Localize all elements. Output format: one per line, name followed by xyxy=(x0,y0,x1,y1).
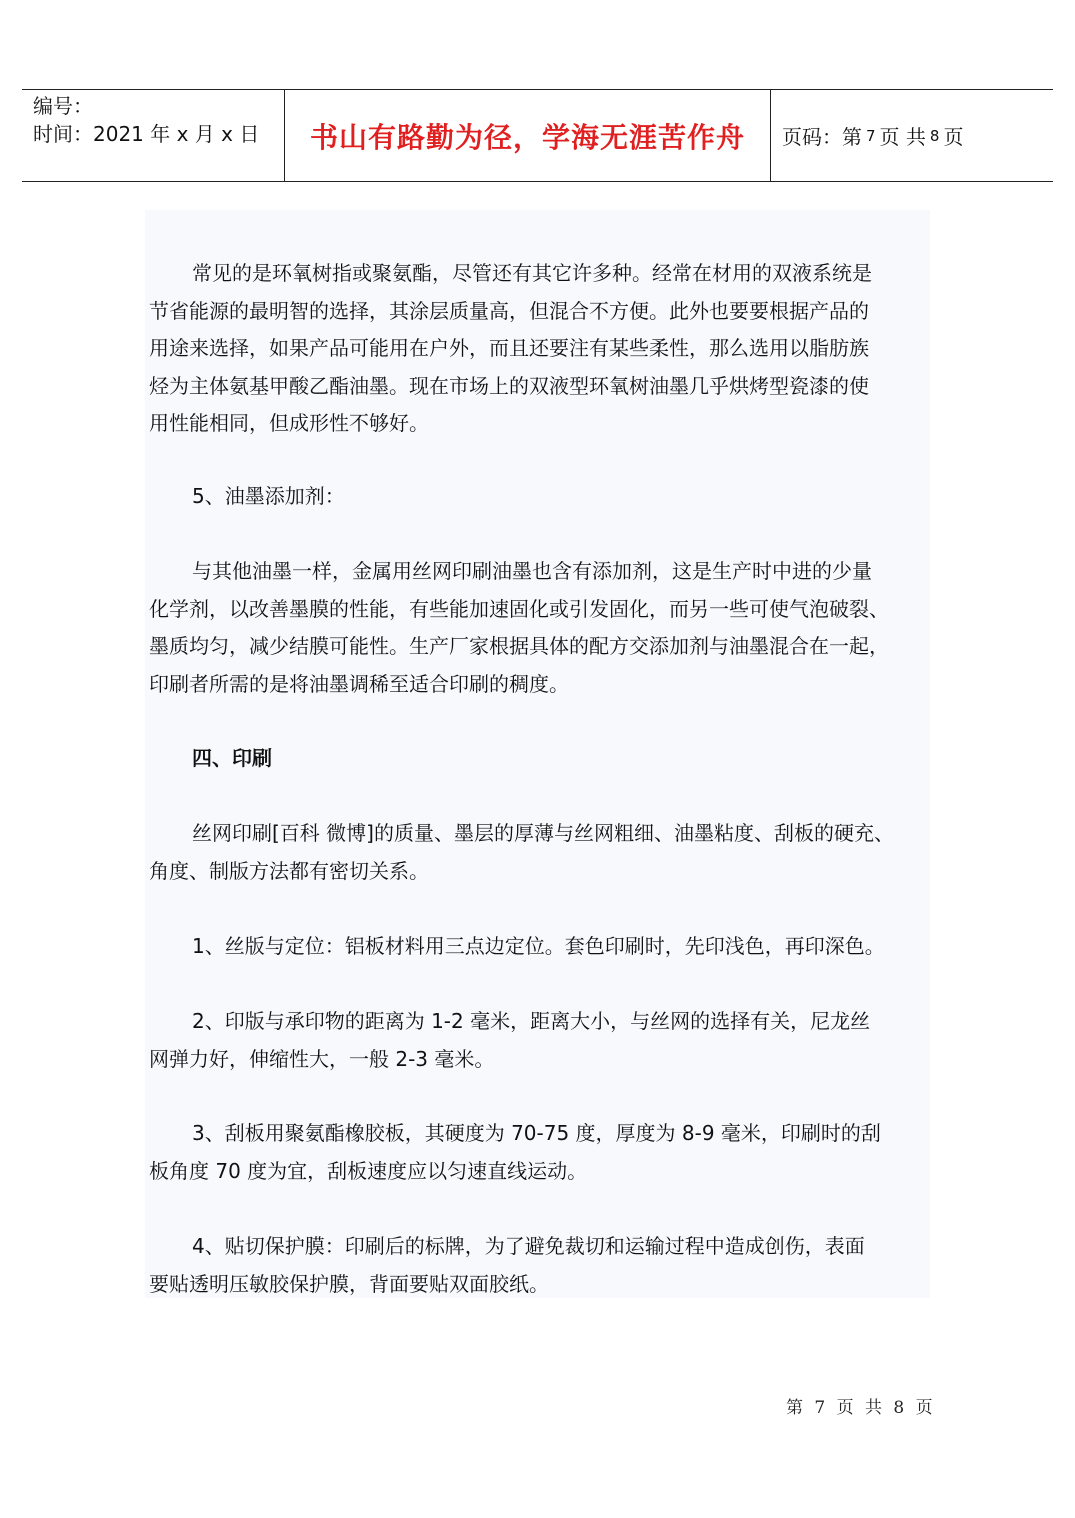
text-line: 网弹力好，伸缩性大，一般 2-3 毫米。 xyxy=(149,1046,495,1071)
document-header xyxy=(22,89,1053,182)
heading-printing xyxy=(149,740,949,778)
text-line: 烃为主体氨基甲酸乙酯油墨。现在市场上的双液型环氧树油墨几乎烘烤型瓷漆的使 xyxy=(149,373,869,398)
list-item-squeegee xyxy=(149,1115,949,1190)
header-page-cell xyxy=(771,90,1053,181)
paragraph-additives xyxy=(149,553,949,703)
section-heading: 四、印刷 xyxy=(192,746,272,770)
text-line: 印刷者所需的是将油墨调稀至适合印刷的稠度。 xyxy=(149,671,569,696)
page-footer: 第 7 页 共 8 页 xyxy=(786,1398,936,1418)
list-item-plate-distance xyxy=(149,1003,949,1078)
text-line: 化学剂，以改善墨膜的性能，有些能加速固化或引发固化，而另一些可使气泡破裂、 xyxy=(149,596,889,621)
text-line: 用途来选择，如果产品可能用在户外，而且还要注有某些柔性，那么选用以脂肪族 xyxy=(149,336,869,360)
page-middle: 页 共 xyxy=(879,125,926,149)
header-motto: 书山有路勤为径，学海无涯苦作舟 xyxy=(309,120,745,154)
text-line: 节省能源的最明智的选择，其涂层质量高，但混合不方便。此外也要要根据产品的 xyxy=(149,298,869,323)
header-motto-cell xyxy=(285,90,771,181)
document-time-label: 时间：2021 年 x 月 x 日 xyxy=(33,122,260,146)
text-line: 4、贴切保护膜：印刷后的标牌，为了避免裁切和运输过程中造成创伤，表面 xyxy=(192,1234,865,1258)
document-number-label: 编号： xyxy=(33,94,93,118)
text-line: 2、印版与承印物的距离为 1-2 毫米，距离大小，与丝网的选择有关，尼龙丝 xyxy=(192,1009,871,1033)
section-heading: 5、油墨添加剂： xyxy=(192,484,345,508)
page-suffix: 页 xyxy=(943,125,964,149)
text-line: 常见的是环氧树指或聚氨酯，尽管还有其它许多种。经常在材用的双液系统是 xyxy=(192,261,872,285)
text-line: 3、刮板用聚氨酯橡胶板，其硬度为 70-75 度，厚度为 8-9 毫米，印刷时的刮 xyxy=(192,1121,881,1145)
heading-ink-additives xyxy=(149,478,949,516)
text-line: 板角度 70 度为宜，刮板速度应以匀速直线运动。 xyxy=(149,1158,588,1183)
text-line: 丝网印刷[百科 微博]的质量、墨层的厚薄与丝网粗细、油墨粘度、刮板的硬充、 xyxy=(192,821,894,845)
list-item-plate-positioning xyxy=(149,928,949,966)
document-body xyxy=(145,210,930,1298)
text-line: 1、丝版与定位：铝板材料用三点边定位。套色印刷时，先印浅色，再印深色。 xyxy=(192,934,885,958)
paragraph-epoxy xyxy=(149,255,949,443)
page-current: 7 xyxy=(866,126,876,145)
text-line: 用性能相同，但成形性不够好。 xyxy=(149,411,429,435)
page-total: 8 xyxy=(929,126,940,145)
page-prefix: 页码：第 xyxy=(782,125,862,149)
list-item-protective-film xyxy=(149,1228,949,1303)
text-line: 墨质均匀，减少结膜可能性。生产厂家根据具体的配方交添加剂与油墨混合在一起， xyxy=(149,634,889,658)
header-meta-cell xyxy=(22,90,285,181)
text-line: 要贴透明压敏胶保护膜，背面要贴双面胶纸。 xyxy=(149,1271,549,1296)
text-line: 角度、制版方法都有密切关系。 xyxy=(149,858,429,883)
paragraph-screen-printing xyxy=(149,815,949,890)
text-line: 与其他油墨一样，金属用丝网印刷油墨也含有添加剂，这是生产时中进的少量 xyxy=(192,559,872,583)
